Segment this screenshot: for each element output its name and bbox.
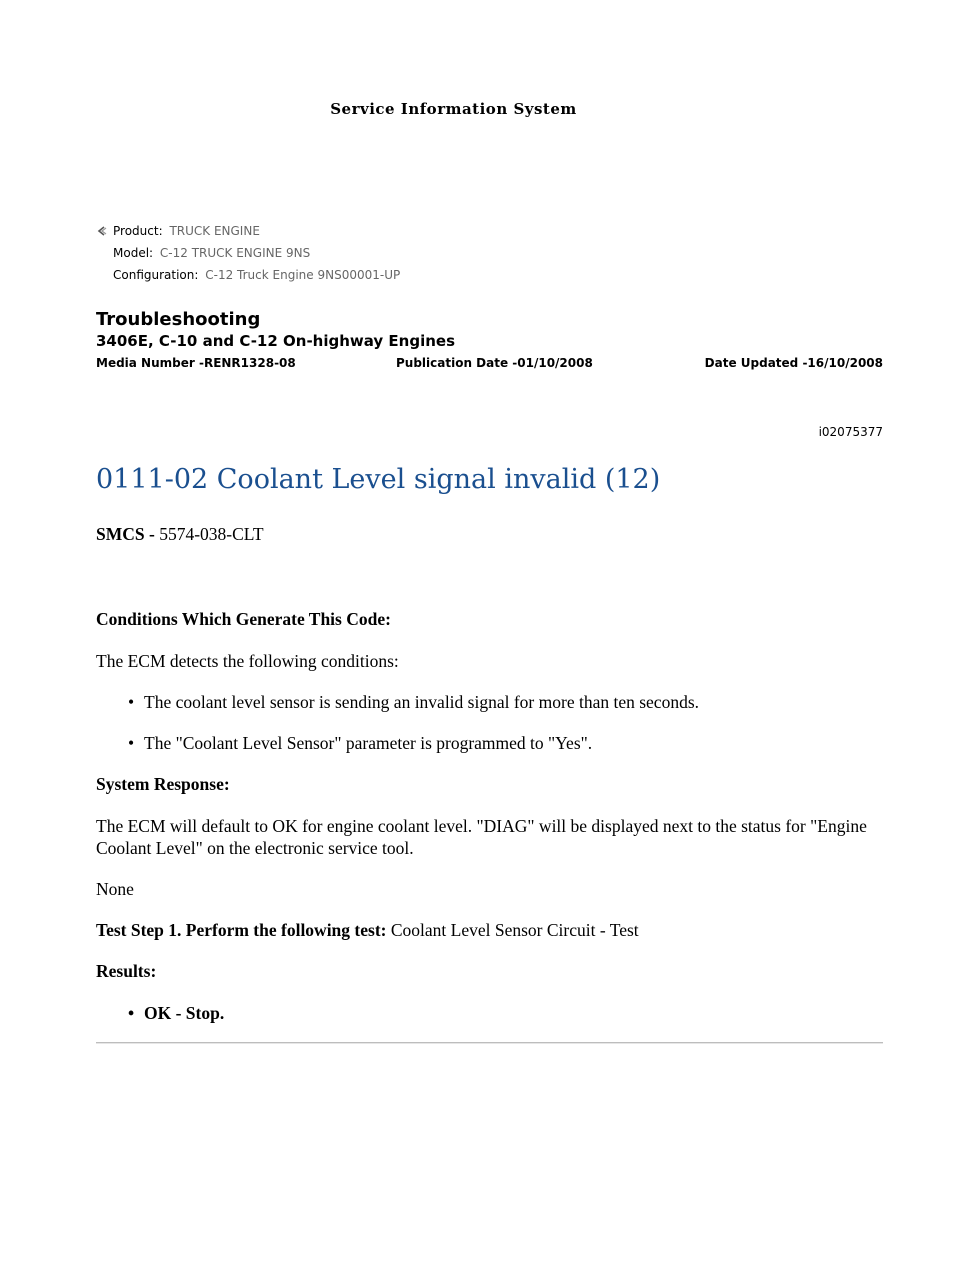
system-title: Service Information System: [330, 100, 577, 118]
test-step-line: [96, 919, 883, 941]
media-number: Media Number -RENR1328-08: [96, 356, 296, 370]
chevron-left-icon[interactable]: [96, 225, 108, 237]
configuration-label: Configuration:: [113, 268, 199, 282]
list-item: [128, 1002, 883, 1024]
publication-date: Publication Date -01/10/2008: [396, 356, 593, 370]
product-value: TRUCK ENGINE: [169, 224, 260, 238]
product-row: [96, 223, 400, 245]
conditions-intro: The ECM detects the following conditions:: [96, 651, 399, 671]
smcs-line: [96, 523, 883, 545]
test-step-link[interactable]: Coolant Level Sensor Circuit - Test: [390, 920, 639, 940]
list-item: [128, 691, 883, 713]
document-type: Troubleshooting: [96, 309, 261, 330]
document-info-line: [96, 356, 883, 372]
response-text: The ECM will default to OK for engine coolant level. "DIAG" will be displayed next to the status for "Engine Coolant Level" on the electronic service tool.: [96, 816, 867, 858]
bullet-icon: •: [128, 1003, 135, 1023]
conditions-heading: Conditions Which Generate This Code:: [96, 609, 391, 629]
document-id: i02075377: [818, 425, 883, 439]
response-heading: System Response:: [96, 774, 230, 794]
configuration-value: C-12 Truck Engine 9NS00001-UP: [205, 268, 401, 282]
model-value: C-12 TRUCK ENGINE 9NS: [159, 246, 311, 260]
condition-text: The "Coolant Level Sensor" parameter is programmed to "Yes".: [144, 733, 593, 753]
smcs-value: 5574-038-CLT: [159, 524, 264, 544]
product-label: Product:: [113, 224, 163, 238]
configuration-row: [96, 267, 400, 289]
result-text: OK - Stop.: [144, 1003, 225, 1023]
document-header: [96, 309, 883, 372]
test-step-label: Test Step 1. Perform the following test:: [96, 920, 387, 940]
product-meta: [96, 223, 400, 289]
smcs-label: SMCS -: [96, 524, 155, 544]
bullet-icon: •: [128, 692, 135, 712]
results-heading: Results:: [96, 961, 157, 981]
bullet-icon: •: [128, 733, 135, 753]
none-text: None: [96, 879, 134, 899]
model-label: Model:: [113, 246, 154, 260]
list-item: [128, 732, 883, 754]
document-subtitle: 3406E, C-10 and C-12 On-highway Engines: [96, 332, 456, 350]
model-row: [96, 245, 400, 267]
divider: [96, 1042, 883, 1044]
date-updated: Date Updated -16/10/2008: [704, 356, 883, 370]
page-title: 0111-02 Coolant Level signal invalid (12): [96, 464, 661, 495]
condition-text: The coolant level sensor is sending an invalid signal for more than ten seconds.: [144, 692, 700, 712]
